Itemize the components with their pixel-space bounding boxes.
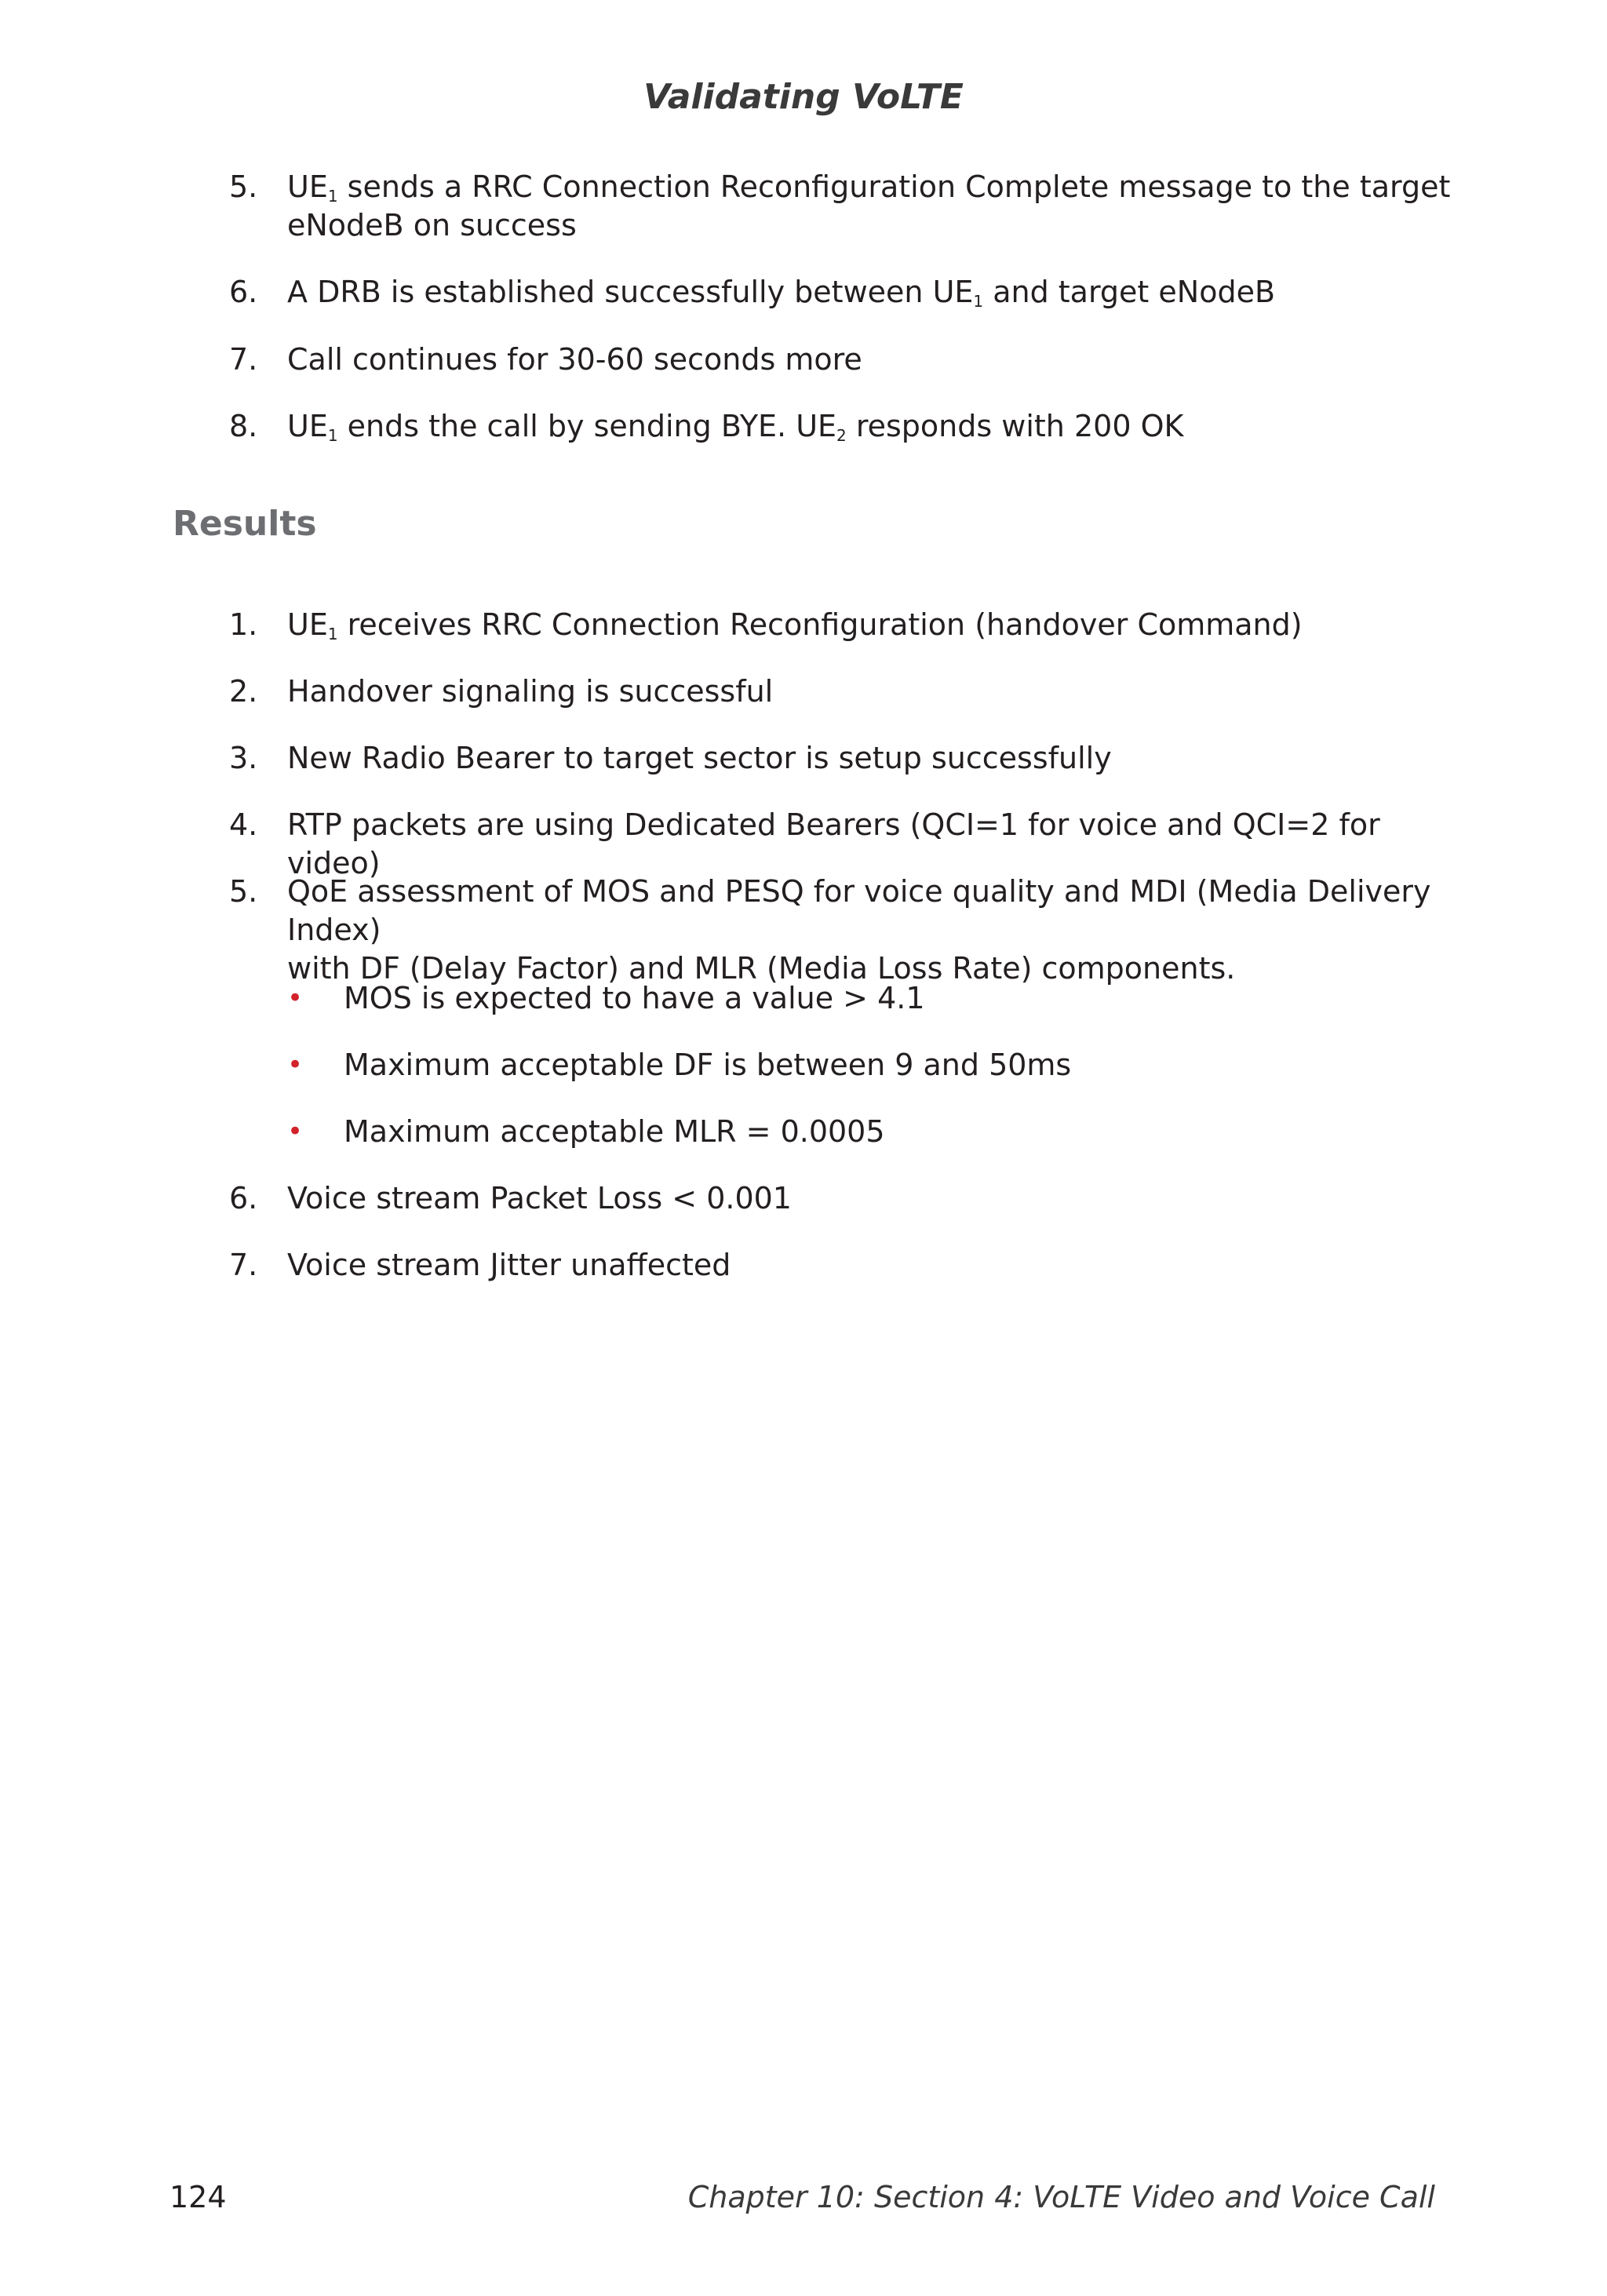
list-text-line2: eNodeB on success [287,208,577,242]
list-text: $UE_1$ sends a RRC Connection Reconfiguration Complete message to the target [287,169,1451,206]
bullet-text: Maximum acceptable MLR = 0.0005 [344,1114,885,1149]
list-number: 4. [229,807,258,842]
list-text: $UE_1$ receives RRC Connection Reconfiguration (handover Command) [287,607,1303,643]
bullet-icon: • [287,1116,304,1147]
running-title: Validating VoLTE [643,77,964,117]
list-number: 7. [229,1248,258,1282]
page-number: 124 [169,2180,227,2214]
bullet-icon: • [287,1049,304,1081]
list-number: 1. [229,607,258,642]
list-text: RTP packets are using Dedicated Bearers (QCI=1 for voice and QCI=2 for video) [287,807,1380,880]
list-text: QoE assessment of MOS and PESQ for voice quality and MDI (Media Delivery Index) [287,874,1431,947]
bullet-text: Maximum acceptable DF is between 9 and 50ms [344,1048,1072,1082]
bullet-text: MOS is expected to have a value > 4.1 [344,981,925,1015]
list-text: New Radio Bearer to target sector is setup successfully [287,741,1112,775]
chapter-footer: Chapter 10: Section 4: VoLTE Video and Voice Call [687,2180,1435,2214]
subscript: 1 [327,187,338,206]
list-number: 8. [229,409,258,443]
subscript: 2 [836,426,847,445]
list-number: 5. [229,874,258,909]
subscript: 1 [327,625,338,643]
list-text-line2: with DF (Delay Factor) and MLR (Media Loss Rate) components. [287,951,1236,986]
list-text: Voice stream Packet Loss < 0.001 [287,1181,792,1215]
bullet-icon: • [287,982,304,1014]
list-number: 5. [229,169,258,204]
list-text: A DRB is established successfully between $UE_1$ and target eNodeB [287,275,1276,311]
list-number: 2. [229,674,258,709]
subscript: 1 [327,426,338,445]
list-number: 7. [229,342,258,377]
list-number: 6. [229,1181,258,1215]
list-text: Call continues for 30-60 seconds more [287,342,862,377]
section-heading-results: Results [173,504,317,544]
list-text: $UE_1$ ends the call by sending BYE. $UE_2$ responds with 200 OK [287,409,1184,445]
list-number: 6. [229,275,258,309]
list-text: Voice stream Jitter unaffected [287,1248,731,1282]
list-text: Handover signaling is successful [287,674,774,709]
list-number: 3. [229,741,258,775]
subscript: 1 [973,292,984,311]
